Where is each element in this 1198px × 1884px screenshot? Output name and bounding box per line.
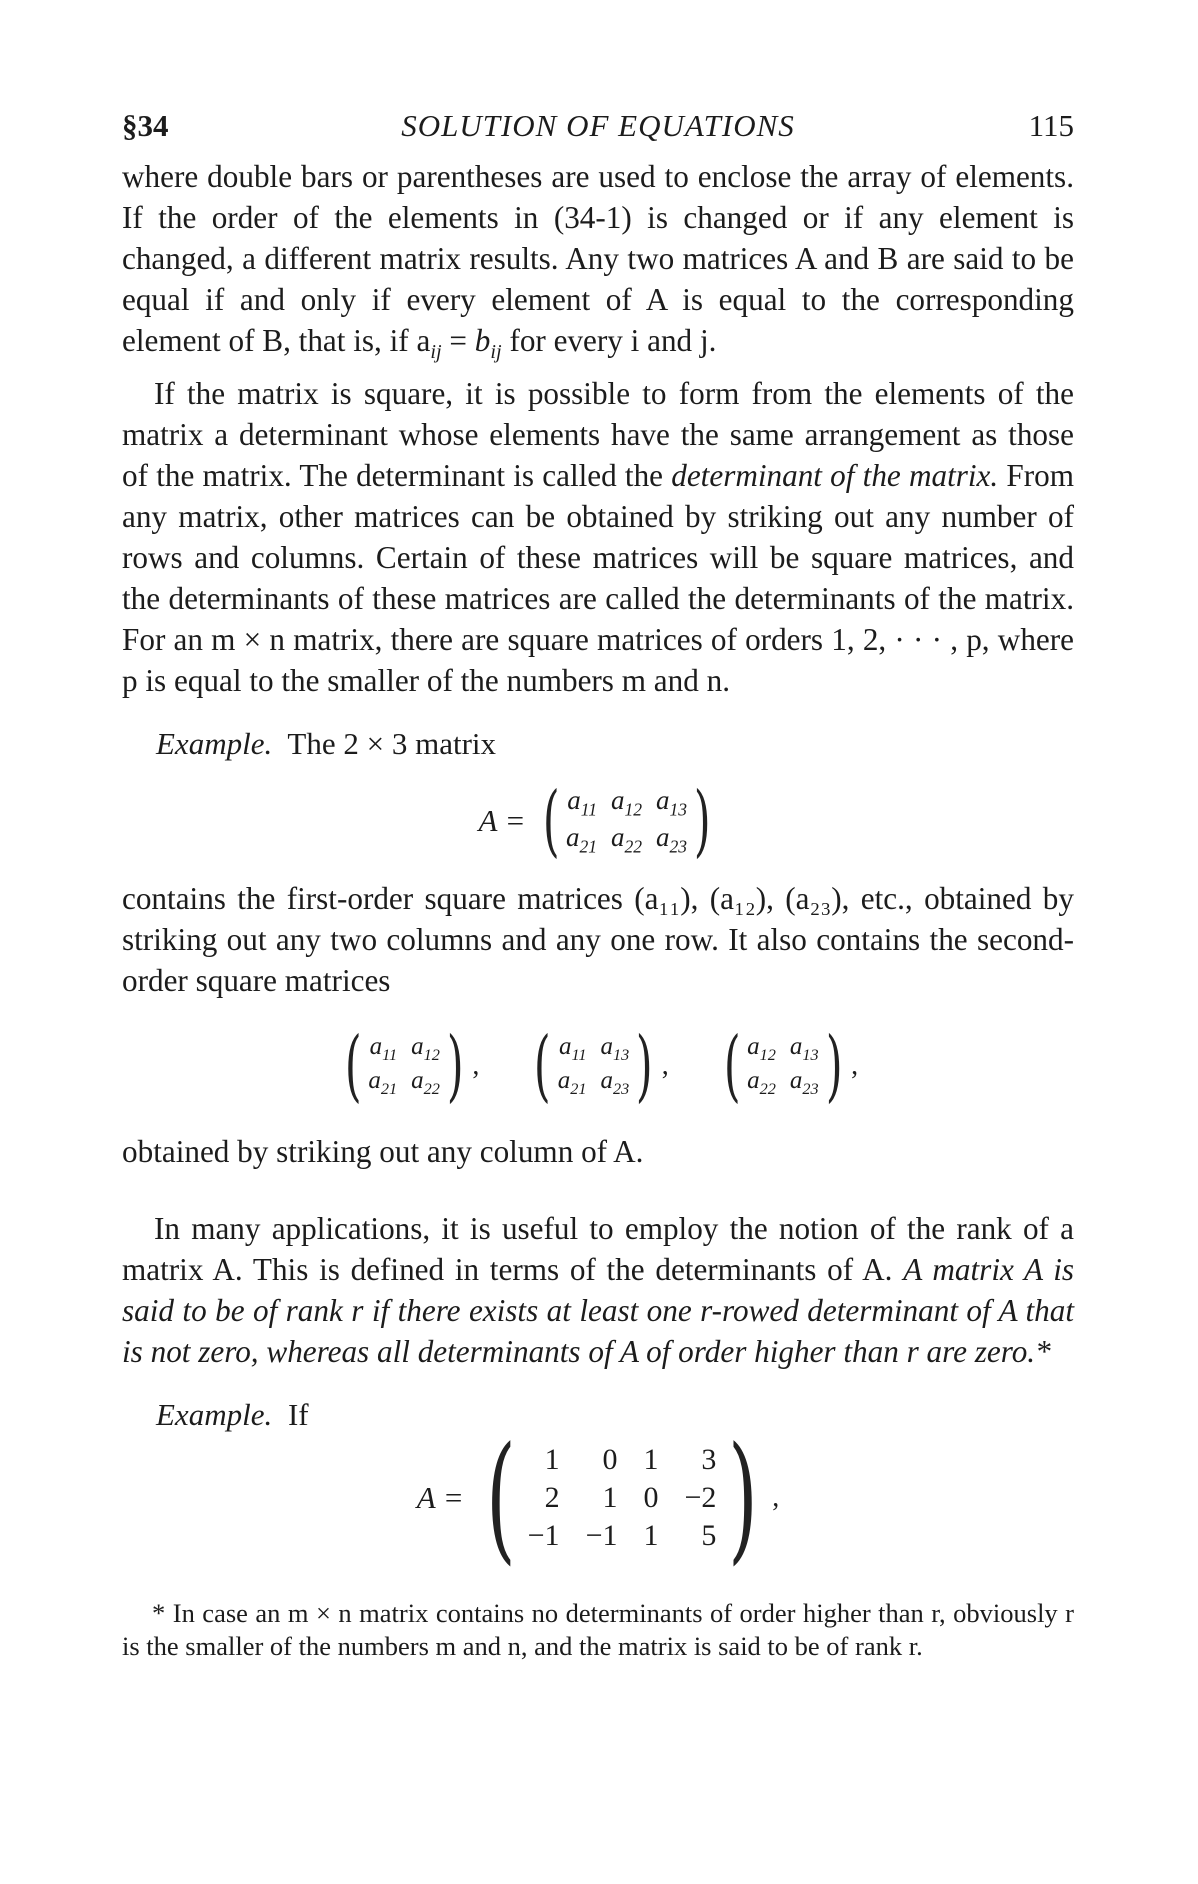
matrix-entry: $a_{13}$ <box>789 1033 819 1065</box>
footnote-text: * In case an m × n matrix contains no determinants of order higher than r, obviously r is the smaller of the numbers m and n, and the matrix is said to be of rank r. <box>122 1598 1074 1662</box>
matrix-entry: 5 <box>701 1519 717 1553</box>
left-paren: ( <box>485 1417 516 1579</box>
left-paren: ( <box>542 776 560 867</box>
submatrix <box>717 1021 859 1112</box>
running-title: SOLUTION OF EQUATIONS <box>401 108 795 143</box>
paragraph-2 <box>122 373 1074 701</box>
example-label: Example. <box>156 1397 273 1433</box>
comma: , <box>772 1482 780 1514</box>
matrix-entry: $a_{12}$ <box>611 784 643 820</box>
comma: , <box>472 1050 480 1082</box>
rank-definition: A matrix A is said to be of rank r if there exists at least one r-rowed determinant of A that is not zero, whereas all determinants of A of order higher than r are zero.* <box>122 1252 1074 1370</box>
right-paren: ) <box>636 1021 653 1112</box>
matrix-entry: $a_{11}$ <box>558 1033 587 1065</box>
page <box>122 108 1074 1663</box>
matrix-entry: $a_{22}$ <box>411 1067 440 1099</box>
matrix-entry: $a_{13}$ <box>600 1033 630 1065</box>
right-paren: ) <box>693 776 711 867</box>
matrix-entry: $a_{12}$ <box>411 1033 440 1065</box>
matrix-entry: $a_{22}$ <box>611 822 643 857</box>
right-paren: ) <box>446 1021 464 1112</box>
paragraph-5-text: In many applications, it is useful to employ the notion of the rank of a matrix A. This is defined in terms of the determinants of A. <box>122 1211 1074 1288</box>
running-header <box>122 108 1074 152</box>
submatrix <box>338 1021 480 1112</box>
comma: , <box>661 1050 669 1082</box>
matrix-entry: 3 <box>701 1443 717 1477</box>
paragraph-4: obtained by striking out any column of A. <box>122 1134 644 1170</box>
submatrix-grid <box>368 1033 440 1099</box>
matrix-equation-2 <box>122 1417 1074 1579</box>
submatrix-grid <box>747 1033 819 1099</box>
equality-condition: $_{ij} = b_{ij}$ <box>430 323 502 364</box>
matrix-entry: $a_{11}$ <box>567 784 597 820</box>
paragraph-1-text: where double bars or parentheses are used to enclose the array of elements. If the order of the elements in (34-1) is changed or if any element is changed, a different matrix results. Any two matrices A and B are said to be equal if and only if every element of A is equal to the corresponding element of B, that is, if a <box>122 159 1074 358</box>
matrix-2 <box>528 1443 717 1553</box>
left-paren: ( <box>723 1021 741 1112</box>
matrix-entry: −1 <box>527 1519 560 1553</box>
matrix-entry: $a_{21}$ <box>565 822 597 857</box>
matrix-entry: $a_{21}$ <box>368 1067 398 1099</box>
submatrix-grid <box>558 1033 630 1099</box>
example-text: If <box>287 1397 309 1433</box>
matrix-entry: 0 <box>643 1481 659 1515</box>
section-number: §34 <box>122 108 169 143</box>
submatrices-row <box>122 1021 1074 1112</box>
defined-term: determinant of the matrix. <box>671 458 999 494</box>
matrix-entry: $a_{13}$ <box>656 784 688 820</box>
matrix-1 <box>566 785 687 858</box>
matrix-entry: $a_{12}$ <box>747 1033 776 1065</box>
matrix-entry: 2 <box>544 1481 560 1515</box>
matrix-entry: $a_{21}$ <box>557 1067 587 1099</box>
matrix-entry: $a_{11}$ <box>369 1033 398 1065</box>
matrix-entry: $a_{23}$ <box>600 1067 630 1099</box>
matrix-entry: $a_{23}$ <box>656 822 688 857</box>
comma: , <box>851 1050 859 1082</box>
matrix-entry: −1 <box>585 1519 618 1553</box>
paragraph-2-text-b: From any matrix, other matrices can be obtained by striking out any number of rows and columns. Certain of these matrices will be square matrices, and the determinants of these matrices are called the determinants of the matrix. For an m × n matrix, there are square matrices of orders 1, 2, · · · , p, where p is equal to the smaller of the numbers m and n. <box>122 458 1075 699</box>
example-label: Example. <box>156 726 273 762</box>
left-paren: ( <box>534 1021 551 1112</box>
paragraph-2-text-a: If the matrix is square, it is possible to form from the elements of the matrix a determinant whose elements have the same arrangement as those of the matrix. The determinant is called the <box>122 376 1074 494</box>
right-paren: ) <box>825 1021 843 1112</box>
matrix-entry: $a_{23}$ <box>789 1067 819 1099</box>
matrix-entry: −2 <box>684 1481 717 1515</box>
example-text: The 2 × 3 matrix <box>287 726 497 762</box>
paragraph-1-tail: for every i and j. <box>501 323 717 358</box>
paragraph-1 <box>122 156 1074 373</box>
page-number: 115 <box>1028 108 1074 143</box>
paragraph-5 <box>122 1208 1074 1372</box>
matrix-entry: $a_{22}$ <box>747 1067 776 1099</box>
submatrix <box>527 1021 669 1112</box>
matrix-entry: 1 <box>602 1481 618 1515</box>
left-paren: ( <box>344 1021 362 1112</box>
right-paren: ) <box>728 1417 759 1579</box>
footnote <box>122 1597 1074 1663</box>
paragraph-3: contains the first-order square matrices (a₁₁), (a₁₂), (a₂₃), etc., obtained by striking out any two columns and any one row. It also contains the second-order square matrices <box>122 881 1074 999</box>
matrix-1-lhs: A = <box>478 803 526 839</box>
matrix-2-lhs: A = <box>416 1480 464 1516</box>
matrix-entry: 1 <box>643 1519 659 1553</box>
matrix-entry: 0 <box>602 1443 618 1477</box>
matrix-entry: 1 <box>544 1443 560 1477</box>
matrix-equation-1 <box>122 776 1074 867</box>
matrix-entry: 1 <box>643 1443 659 1477</box>
example-1 <box>156 723 1074 764</box>
